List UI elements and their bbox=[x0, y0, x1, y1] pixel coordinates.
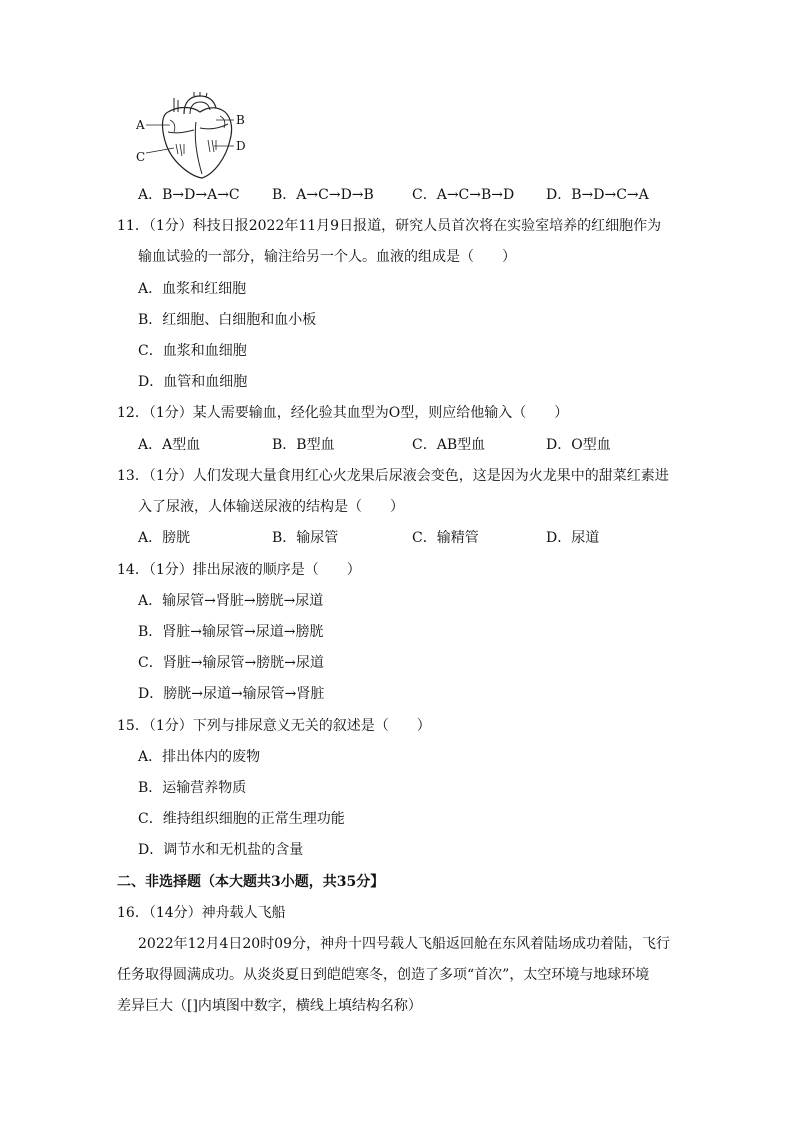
q15-option-a: A．排出体内的废物 bbox=[138, 749, 261, 765]
q11-stem-line1: 11．（1分）科技日报2022年11月9日报道，研究人员首次将在实验室培养的红细胞作为 bbox=[117, 218, 662, 234]
q11-option-c: C．血浆和血细胞 bbox=[138, 343, 247, 359]
q12-option-a: A．A型血 bbox=[138, 437, 201, 453]
septum bbox=[195, 122, 202, 174]
q16-stem-line1: 16．（14分）神舟载人飞船 bbox=[117, 905, 286, 921]
q12-stem-line1: 12．（1分）某人需要输血，经化验其血型为O型，则应给他输入（ ） bbox=[117, 405, 569, 421]
q13-option-b: B．输尿管 bbox=[272, 530, 339, 546]
q15-option-c: C．维持组织细胞的正常生理功能 bbox=[138, 811, 345, 827]
q16-para-line2: 任务取得圆满成功。从炎炎夏日到皑皑寒冬，创造了多项“首次”，太空环境与地球环境 bbox=[117, 967, 650, 983]
q15-stem-line1: 15．（1分）下列与排尿意义无关的叙述是（ ） bbox=[117, 718, 431, 734]
q14-option-c: C．肾脏→输尿管→膀胱→尿道 bbox=[138, 655, 324, 671]
q13-option-d: D．尿道 bbox=[546, 530, 600, 546]
q11-stem-line2: 输血试验的一部分，输注给另一个人。血液的组成是（ ） bbox=[138, 249, 516, 265]
heart-diagram bbox=[130, 92, 255, 180]
q14-option-a: A．输尿管→肾脏→膀胱→尿道 bbox=[138, 593, 324, 609]
q15-option-d: D．调节水和无机盐的含量 bbox=[138, 842, 304, 858]
q11-option-d: D．血管和血细胞 bbox=[138, 374, 248, 390]
q13-stem-line1: 13．（1分）人们发现大量食用红心火龙果后尿液会变色，这是因为火龙果中的甜菜红素进 bbox=[117, 468, 669, 484]
q14-option-d: D．膀胱→尿道→输尿管→肾脏 bbox=[138, 686, 325, 702]
q12-option-b: B．B型血 bbox=[272, 437, 335, 453]
q10-option-a: A．B→D→A→C bbox=[138, 187, 240, 203]
label-d: D bbox=[236, 139, 246, 153]
q11-option-b: B．红细胞、白细胞和血小板 bbox=[138, 312, 317, 328]
q12-option-c: C．AB型血 bbox=[412, 437, 486, 453]
q12-option-d: D．O型血 bbox=[546, 437, 611, 453]
q10-option-c: C．A→C→B→D bbox=[412, 187, 515, 203]
label-c: C bbox=[136, 150, 146, 164]
q13-option-a: A．膀胱 bbox=[138, 530, 191, 546]
q13-option-c: C．输精管 bbox=[412, 530, 479, 546]
q14-stem-line1: 14．（1分）排出尿液的顺序是（ ） bbox=[117, 562, 361, 578]
q10-option-d: D．B→D→C→A bbox=[546, 187, 649, 203]
q13-stem-line2: 入了尿液，人体输送尿液的结构是（ ） bbox=[138, 499, 404, 515]
q15-option-b: B．运输营养物质 bbox=[138, 780, 247, 796]
q16-para-line3: 差异巨大（[]内填图中数字，横线上填结构名称） bbox=[117, 998, 422, 1014]
heart-outline bbox=[163, 108, 232, 179]
label-b: B bbox=[236, 113, 245, 127]
label-a: A bbox=[136, 118, 145, 132]
q10-option-b: B．A→C→D→B bbox=[272, 187, 374, 203]
q16-para-line1: 2022年12月4日20时09分，神舟十四号载人飞船返回舱在东风着陆场成功着陆，飞行 bbox=[138, 936, 670, 952]
q14-option-b: B．肾脏→输尿管→尿道→膀胱 bbox=[138, 624, 324, 640]
q11-option-a: A．血浆和红细胞 bbox=[138, 281, 247, 297]
section2-title: 二、非选择题（本大题共3小题，共35分】 bbox=[117, 874, 385, 890]
